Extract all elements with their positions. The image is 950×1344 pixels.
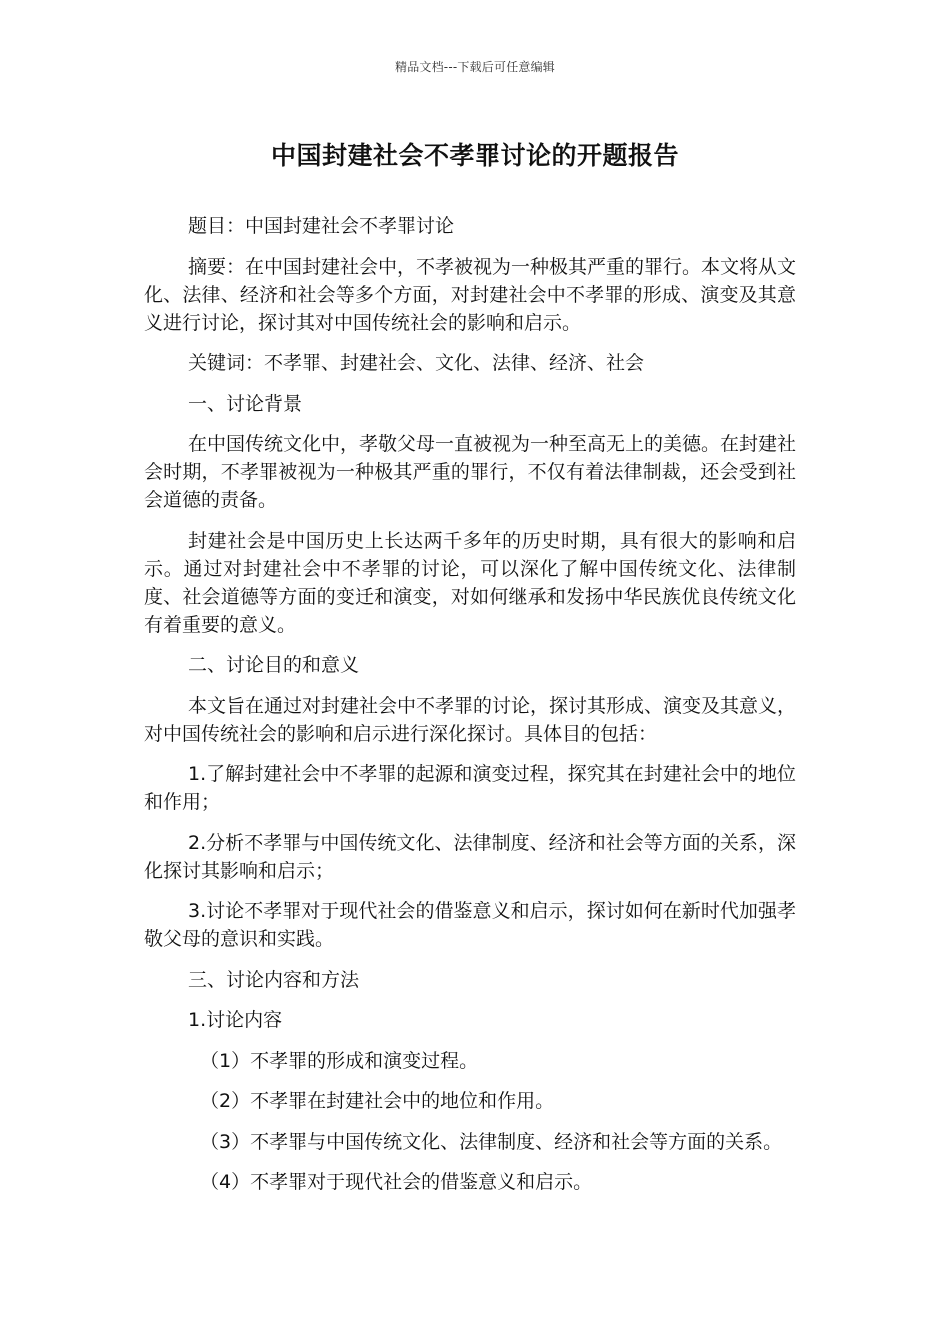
subject-line: 题目：中国封建社会不孝罪讨论 [188,215,455,237]
background-paragraph-2: 封建社会是中国历史上长达两千多年的历史时期，具有很大的影响和启示。通过对封建社会中不孝罪的讨论，可以深化了解中国传统文化、法律制度、社会道德等方面的变迁和演变，对如何继承和发扬中华民族优良传统文化有着重要的意义。 [144,529,796,636]
content-item-4: （4）不孝罪对于现代社会的借鉴意义和启示。 [200,1171,593,1193]
content-item-1: （1）不孝罪的形成和演变过程。 [200,1049,479,1072]
document-body [144,212,796,1209]
abstract-paragraph: 摘要：在中国封建社会中，不孝被视为一种极其严重的罪行。本文将从文化、法律、经济和社会等多个方面，对封建社会中不孝罪的形成、演变及其意义进行讨论，探讨其对中国传统社会的影响和启示。 [144,255,797,334]
document-title: 中国封建社会不孝罪讨论的开题报告 [270,141,679,170]
section-heading-background: 一、讨论背景 [188,392,303,415]
content-item-2: （2）不孝罪在封建社会中的地位和作用。 [200,1090,555,1112]
purpose-paragraph: 本文旨在通过对封建社会中不孝罪的讨论，探讨其形成、演变及其意义，对中国传统社会的影响和启示进行深化探讨。具体目的包括： [144,694,797,745]
background-paragraph-1: 在中国传统文化中，孝敬父母一直被视为一种至高无上的美德。在封建社会时期，不孝罪被视为一种极其严重的罪行，不仅有着法律制裁，还会受到社会道德的责备。 [144,433,797,511]
page-header: 精品文档---下载后可任意编辑 [395,60,555,74]
purpose-point-3: 3.讨论不孝罪对于现代社会的借鉴意义和启示，探讨如何在新时代加强孝敬父母的意识和实践。 [144,900,796,950]
section-heading-purpose: 二、讨论目的和意义 [188,654,360,676]
content-item-3: （3）不孝罪与中国传统文化、法律制度、经济和社会等方面的关系。 [200,1130,783,1153]
section-heading-content-method: 三、讨论内容和方法 [188,968,360,991]
subheading-content: 1.讨论内容 [188,1009,283,1031]
purpose-point-2: 2.分析不孝罪与中国传统文化、法律制度、经济和社会等方面的关系，深化探讨其影响和启示； [144,831,796,882]
keywords-line: 关键词：不孝罪、封建社会、文化、法律、经济、社会 [188,352,645,374]
purpose-point-1: 1.了解封建社会中不孝罪的起源和演变过程，探究其在封建社会中的地位和作用； [144,763,796,813]
